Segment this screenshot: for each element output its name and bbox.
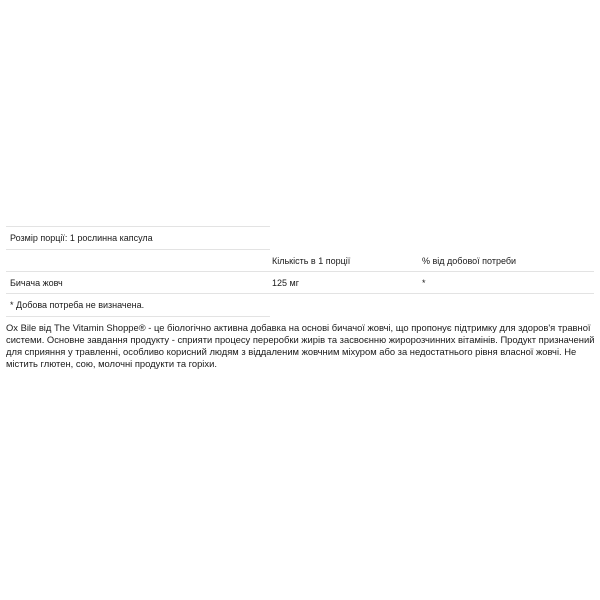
ingredient-amount: 125 мг [272, 278, 299, 288]
table-row [6, 272, 594, 294]
supplement-facts-table [6, 226, 594, 317]
serving-size-text: Розмір порції: 1 рослинна капсула [10, 233, 153, 243]
ingredient-daily-value: * [422, 278, 426, 288]
amount-column-header: Кількість в 1 порції [272, 256, 351, 266]
table-header-row [6, 250, 594, 272]
daily-value-column-header: % від добової потреби [422, 256, 517, 266]
footnote-row [6, 294, 270, 317]
description-paragraph: Ox Bile від The Vitamin Shoppe® - це біологічно активна добавка на основі бичачої жовчі, що пропонує підтримку для здоров'я травної системи. Основне завдання продукту - сприяти процесу переробки жирів та засвоєнню жиророзчинних вітамінів. Продукт призначений для сприяння у травленні, особливо корисний людям з віддаленим жовчним міхуром або за недостатнього рівня власної жовчі. Не містить глютен, сою, молочні продукти та горіхи. [6, 322, 595, 369]
ingredient-name: Бичача жовч [10, 278, 63, 288]
daily-value-footnote: * Добова потреба не визначена. [10, 300, 145, 310]
serving-size-row [6, 226, 270, 250]
product-description [6, 322, 596, 370]
